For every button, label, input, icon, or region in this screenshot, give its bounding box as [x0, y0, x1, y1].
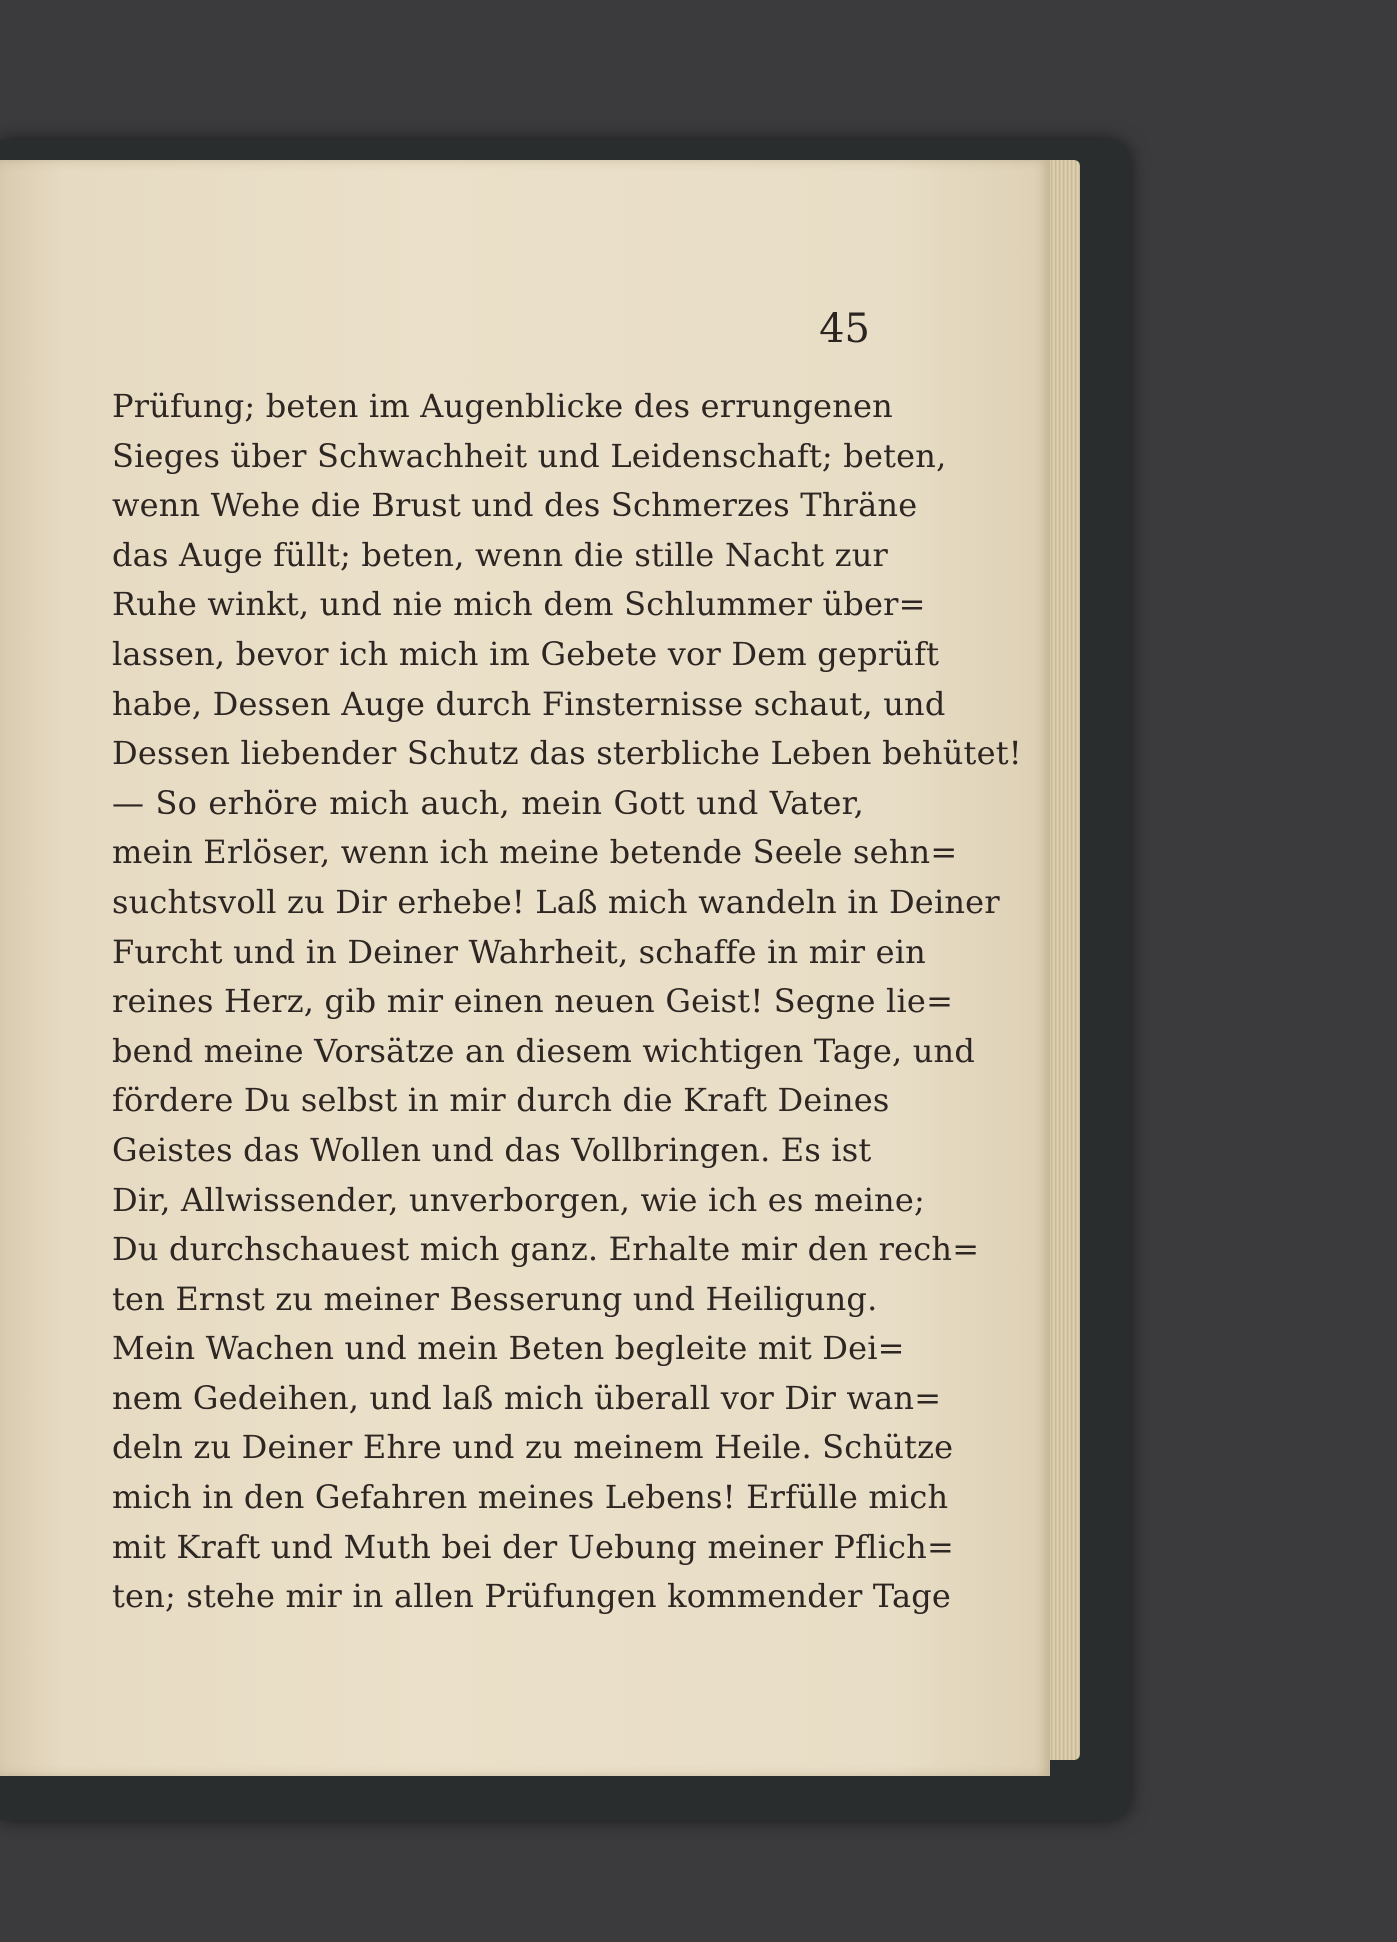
- text-line: das Auge füllt; beten, wenn die stille Nacht zur: [112, 535, 889, 574]
- text-line: bend meine Vorsätze an diesem wichtigen Tage, und: [112, 1031, 976, 1070]
- text-line: deln zu Deiner Ehre und zu meinem Heile. Schütze: [112, 1428, 954, 1467]
- text-line: Sieges über Schwachheit und Leidenschaft; beten,: [112, 436, 947, 475]
- text-line: habe, Dessen Auge durch Finsternisse schaut, und: [112, 684, 946, 723]
- text-line: Dir, Allwissender, unverborgen, wie ich es meine;: [112, 1180, 925, 1219]
- book-page: [0, 160, 1050, 1776]
- text-line: Geistes das Wollen und das Vollbringen. Es ist: [112, 1130, 872, 1169]
- text-line: Prüfung; beten im Augenblicke des errungenen: [112, 387, 893, 425]
- text-line: ten; stehe mir in allen Prüfungen kommender Tage: [112, 1577, 952, 1616]
- text-line: mit Kraft und Muth bei der Uebung meiner Pflich=: [112, 1527, 954, 1566]
- text-line: suchtsvoll zu Dir erhebe! Laß mich wandeln in Deiner: [112, 882, 1000, 921]
- text-line: — So erhöre mich auch, mein Gott und Vater,: [112, 783, 864, 822]
- text-line: Ruhe winkt, und nie mich dem Schlummer über=: [112, 585, 926, 624]
- text-line: Dessen liebender Schutz das sterbliche Leben behütet!: [112, 734, 1022, 773]
- text-line: Du durchschauest mich ganz. Erhalte mir den rech=: [112, 1230, 980, 1269]
- text-line: lassen, bevor ich mich im Gebete vor Dem geprüft: [112, 634, 940, 673]
- body-text: [112, 382, 1022, 1622]
- text-line: Mein Wachen und mein Beten begleite mit Dei=: [112, 1329, 905, 1368]
- page-number: 45: [819, 306, 870, 352]
- text-line: mein Erlöser, wenn ich meine betende Seele sehn=: [112, 833, 958, 872]
- text-line: Furcht und in Deiner Wahrheit, schaffe in mir ein: [112, 932, 926, 971]
- text-line: mich in den Gefahren meines Lebens! Erfülle mich: [112, 1478, 949, 1517]
- text-line: ten Ernst zu meiner Besserung und Heiligung.: [112, 1279, 878, 1318]
- text-line: fördere Du selbst in mir durch die Kraft Deines: [112, 1081, 890, 1120]
- text-line: nem Gedeihen, und laß mich überall vor Dir wan=: [112, 1378, 942, 1417]
- text-line: reines Herz, gib mir einen neuen Geist! Segne lie=: [112, 982, 954, 1021]
- text-line: wenn Wehe die Brust und des Schmerzes Thräne: [112, 486, 918, 525]
